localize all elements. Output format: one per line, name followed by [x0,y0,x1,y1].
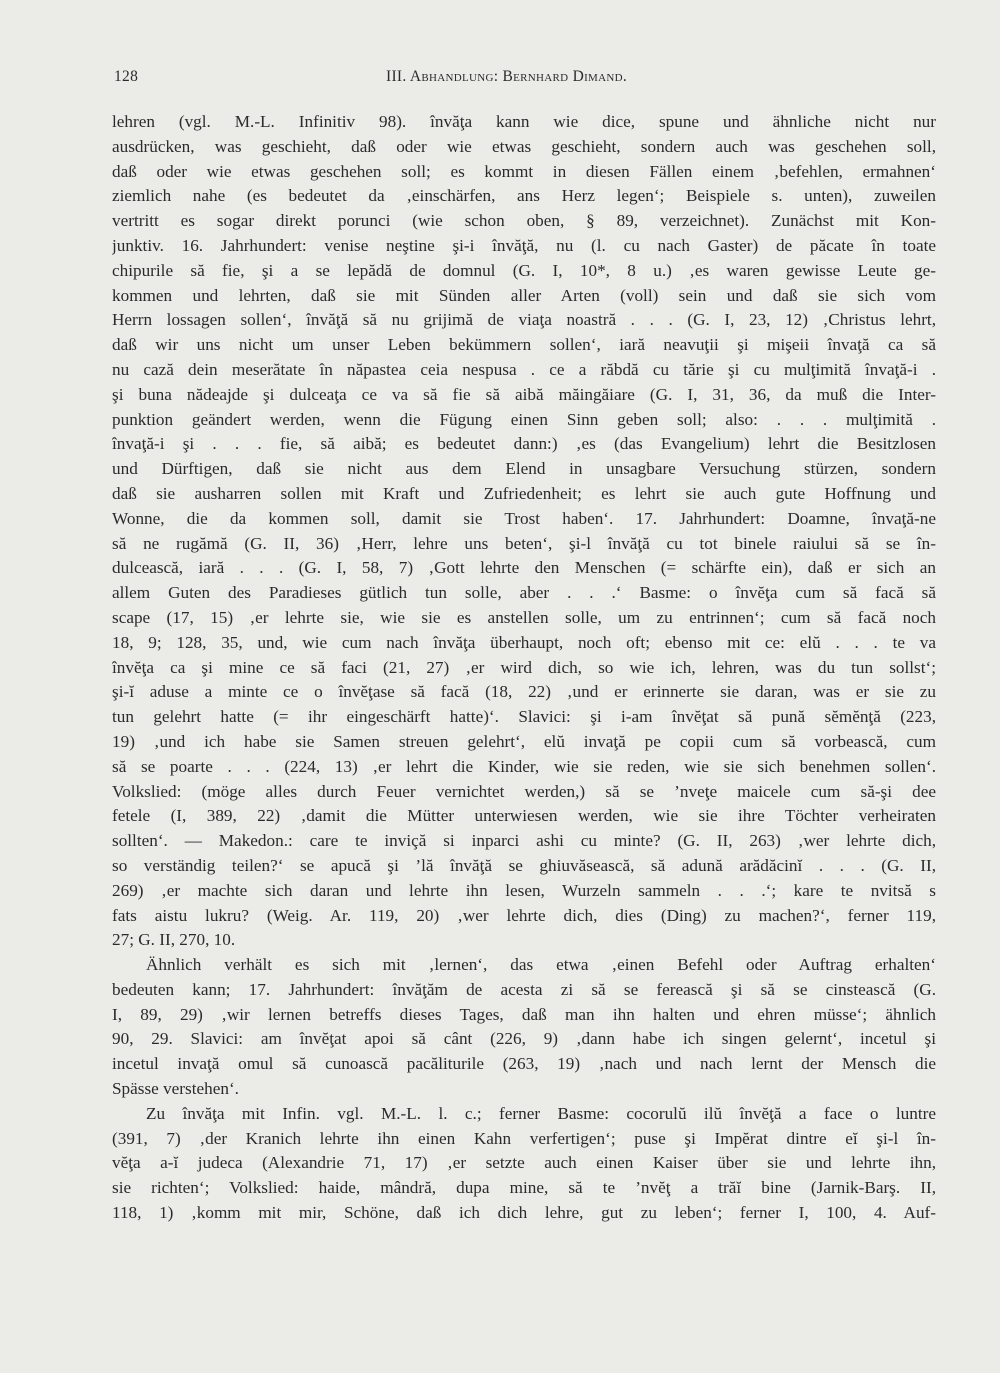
text-line: vĕţa a-ĭ judeca (Alexandrie 71, 17) ‚er setzte auch einen Kaiser über sie und lehrte ihn, [112,1153,936,1173]
running-title: III. Abhandlung: Bernhard Dimand. [386,68,628,85]
text-line: învaţă-i şi . . . fie, să aibă; es bedeutet dann:) ‚es (das Evangelium) lehrt die Besitzlosen [112,434,936,454]
text-line: ziemlich nahe (es bedeutet da ‚einschärfen, ans Herz legen‘; Beispiele s. unten), zuweilen [112,186,936,206]
body-text [112,110,936,1226]
text-line: Zu învăţa mit Infin. vgl. M.-L. l. c.; ferner Basme: cocorulŭ ilŭ învĕţă a face o luntre [146,1103,936,1123]
text-line: lehren (vgl. M.-L. Infinitiv 98). învăţa kann wie dice, spune und ähnliche nicht nur [112,112,936,131]
page-header [114,68,944,92]
text-line: şi buna nădeajde şi dulceaţa ce va să fie să aibă măingăiare (G. I, 31, 36, da muß die Inter- [112,384,936,404]
paragraph [112,953,936,1102]
text-line: tun gelehrt hatte (= ihr eingeschärft hatte)‘. Slavici: şi i-am învĕţat să pună sĕmĕnţă (223, [112,707,936,727]
text-line: Herrn lossagen sollen‘, învăţă să nu grijimă de viaţa noastră . . . (G. I, 23, 12) ‚Christus lehrt, [112,310,936,330]
text-line: fetele (I, 389, 22) ‚damit die Mütter unterwiesen werden, wie sie ihre Töchter verheiraten [112,806,936,826]
text-line: să se poarte . . . (224, 13) ‚er lehrt die Kinder, wie sie reden, wie sie sich benehmen sollen‘. [112,756,936,776]
text-line: allem Guten des Paradieses gütlich tun solle, aber . . .‘ Basme: o învĕţa cum să facă să [112,583,936,603]
text-line: chipurile să fie, şi a se lepădă de domnul (G. I, 10*, 8 u.) ‚es waren gewisse Leute ge- [112,260,936,280]
text-line: dulcească, iară . . . (G. I, 58, 7) ‚Gott lehrte den Menschen (= schärfte ein), daß er sich an [112,558,936,578]
text-line: Ähnlich verhält es sich mit ‚lernen‘, das etwa ‚einen Befehl oder Auftrag erhalten‘ [146,955,936,975]
text-line: 269) ‚er machte sich daran und lehrte ihn lesen, Wurzeln sammeln . . .‘; kare te nvitsă s [112,880,936,900]
text-line: punktion geändert werden, wenn die Fügung einen Sinn geben soll; also: . . . mulţimită . [112,409,936,429]
text-line: 19) ‚und ich habe sie Samen streuen gelehrt‘, elŭ invaţă pe copii cum să vorbească, cum [112,731,936,751]
text-line: daß sie ausharren sollen mit Kraft und Zufriedenheit; es lehrt sie auch gute Hoffnung und [112,483,936,503]
text-line: 90, 29. Slavici: am învĕţat apoi să cânt (226, 9) ‚dann habe ich singen gelernt‘, incetul şi [112,1029,936,1049]
text-line: şi-ĭ aduse a minte ce o învĕţase să facă (18, 22) ‚und er erinnerte sie daran, was er sie zu [112,682,936,702]
text-line: kommen und lehrten, daß sie mit Sünden aller Arten (voll) sein und daß sie sich vom [112,285,936,305]
text-line: Volkslied: (möge alles durch Feuer vernichtet werden,) să se ’nveţe maicele cum să-şi dee [112,781,936,801]
text-line: (391, 7) ‚der Kranich lehrte ihn einen Kahn verfertigen‘; puse şi Impĕrat dintre eĭ şi-l în- [112,1128,936,1148]
text-line: 27; G. II, 270, 10. [112,930,236,950]
text-line: incetul invaţă omul să cunoască pacăliturile (263, 19) ‚nach und nach lernt der Mensch die [112,1054,936,1074]
paragraph [112,110,936,953]
text-line: fats aistu lukru? (Weig. Ar. 119, 20) ‚wer lehrte dich, dies (Ding) zu machen?‘, ferner 119, [112,905,936,925]
text-line: und Dürftigen, daß sie nicht aus dem Elend in unsagbare Versuchung stürzen, sondern [112,459,936,479]
text-line: daß oder wie etwas geschehen soll; es kommt in diesen Fällen einem ‚befehlen, ermahnen‘ [112,161,936,181]
text-line: scape (17, 15) ‚er lehrte sie, wie sie es anstellen solle, um zu entrinnen‘; cum să facă noch [112,607,936,627]
text-line: învĕţa ca şi mine ce să faci (21, 27) ‚er wird dich, so wie ich, lehren, was du tun sollst‘; [112,657,936,677]
paragraph [112,1102,936,1226]
text-line: 118, 1) ‚komm mit mir, Schöne, daß ich dich lehre, gut zu leben‘; ferner I, 100, 4. Auf- [112,1203,936,1223]
text-line: sie richten‘; Volkslied: haide, mândră, dupa mine, să te ’nvĕţ a trăĭ bine (Jarnik-Barş. II, [112,1178,936,1198]
text-line: sollten‘. — Makedon.: care te inviçă si inparci ashi cu minte? (G. II, 263) ‚wer lehrte dich, [112,831,936,851]
text-line: Spässe verstehen‘. [112,1079,239,1099]
text-line: nu cază dein meserătate în năpastea ceia nespusa . ce a răbdă cu tărie şi cu mulţimită învaţă-i . [112,359,936,379]
text-line: bedeuten kann; 17. Jahrhundert: învăţăm de acesta zi să se ferească şi să se cinstească (G. [112,979,936,999]
text-line: vertritt es sogar direkt porunci (wie schon oben, § 89, verzeichnet). Zunächst mit Kon- [112,211,936,231]
text-line: so verständig teilen?‘ se apucă şi ’lă învăţă se ghiuvăsească, să adună arădăcinĭ . . . (G. II, [112,855,936,875]
text-line: I, 89, 29) ‚wir lernen betreffs dieses Tages, daß man ihn halten und ehren müsse‘; ähnlich [112,1004,936,1024]
text-line: să ne rugămă (G. II, 36) ‚Herr, lehre uns beten‘, şi-l învăţă cu tot binele raiului să se în- [112,533,936,553]
text-line: 18, 9; 128, 35, und, wie cum nach învăţa überhaupt, noch oft; ebenso mit ce: elŭ . . . te va [112,632,936,652]
page-number: 128 [114,68,139,85]
text-line: Wonne, die da kommen soll, damit sie Trost haben‘. 17. Jahrhundert: Doamne, învaţă-ne [112,508,936,528]
text-line: ausdrücken, was geschieht, daß oder wie etwas geschieht, sondern auch was geschehen soll, [112,136,936,156]
text-line: daß wir uns nicht um unser Leben bekümmern sollen‘, iară neavuţii şi mişeii învaţă ca să [112,335,936,355]
text-line: junktiv. 16. Jahrhundert: venise neştine şi-i învăţă, nu (l. cu nach Gaster) de păcate în toate [112,235,936,255]
